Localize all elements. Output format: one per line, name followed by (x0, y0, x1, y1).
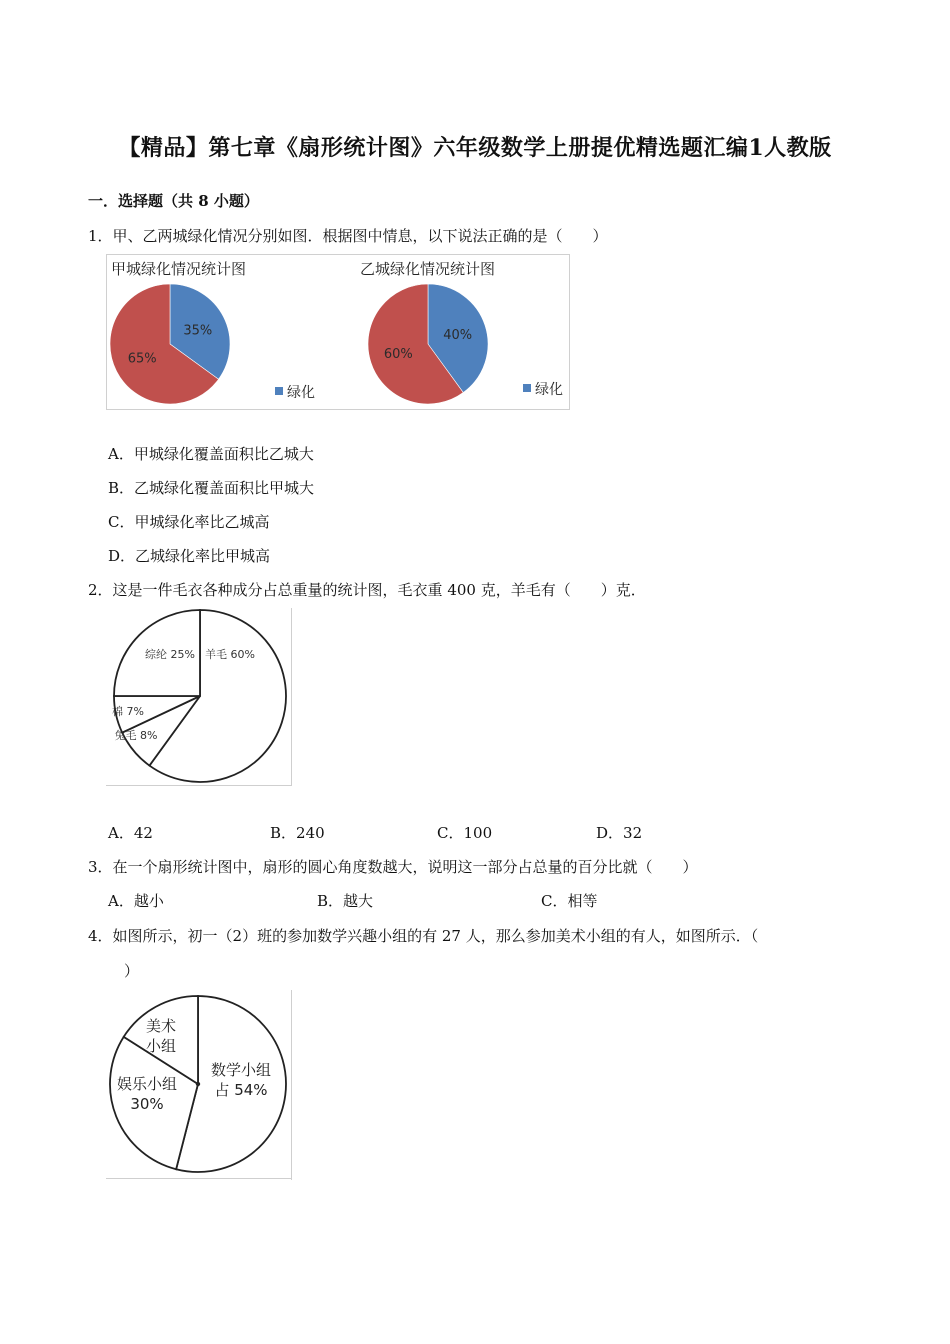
chart-2-legend-swatch (523, 384, 531, 392)
section-heading: 一．选择题（共 8 小题） (88, 192, 259, 210)
question-1-option-b[interactable]: B．乙城绿化覆盖面积比甲城大 (108, 479, 315, 497)
pie-label-3: 棉 7% (112, 704, 144, 718)
chart-2-title: 乙城绿化情况统计图 (360, 260, 496, 278)
pie-label-2-line-1: 娱乐小组 (116, 1075, 178, 1093)
pie-label-2-line-2: 30% (130, 1095, 164, 1113)
pie-chart-sweater (112, 610, 286, 782)
question-4-stem-continued: ） (124, 962, 140, 980)
pie-label-3-line-1: 美术 (145, 1017, 177, 1035)
pie-chart-groups (110, 996, 286, 1172)
question-2-option-b[interactable]: B．240 (270, 824, 325, 842)
pie-chart-yi (368, 284, 488, 404)
pie-label-1: 羊毛 60% (205, 647, 255, 661)
pie-label-1: 40% (443, 327, 473, 343)
pie-label-4: 综纶 25% (145, 647, 195, 661)
question-4-stem: 4．如图所示，初一（2）班的参加数学兴趣小组的有 27 人，那么参加美术小组的有人，如图所示．（ (88, 927, 759, 945)
question-4-figure (106, 990, 292, 1180)
page-title: 【精品】第七章《扇形统计图》六年级数学上册提优精选题汇编1人教版 (118, 135, 832, 161)
question-3-option-c[interactable]: C．相等 (541, 892, 598, 910)
pie-label-1: 35% (183, 323, 213, 339)
pie-label-2: 65% (127, 351, 157, 367)
question-2-option-a[interactable]: A．42 (108, 824, 153, 842)
question-2-option-d[interactable]: D．32 (596, 824, 643, 842)
chart-1-title: 甲城绿化情况统计图 (111, 260, 247, 278)
pie-label-2: 60% (383, 347, 413, 363)
chart-2-legend-label: 绿化 (535, 382, 563, 398)
chart-1-legend-label: 绿化 (287, 385, 315, 401)
question-1-option-a[interactable]: A．甲城绿化覆盖面积比乙城大 (108, 445, 314, 463)
question-1-figure (106, 254, 570, 410)
question-2-option-c[interactable]: C．100 (437, 824, 493, 842)
chart-1-legend-swatch (275, 387, 283, 395)
question-3-stem: 3．在一个扇形统计图中，扇形的圆心角度数越大，说明这一部分占总量的百分比就（ ） (88, 858, 698, 876)
pie-label-3-line-2: 小组 (145, 1037, 177, 1055)
pie-label-1-line-1: 数学小组 (210, 1061, 272, 1079)
pie-label-2: 兔毛 8% (114, 728, 158, 742)
pie-chart-jia (110, 284, 230, 404)
pie-label-1-line-2: 占 54% (214, 1081, 268, 1099)
question-2-figure (106, 608, 292, 786)
question-1-option-d[interactable]: D．乙城绿化率比甲城高 (108, 547, 271, 565)
question-1-option-c[interactable]: C．甲城绿化率比乙城高 (108, 513, 270, 531)
question-1-stem: 1．甲、乙两城绿化情况分别如图．根据图中情息，以下说法正确的是（ ） (88, 227, 608, 245)
question-3-option-a[interactable]: A．越小 (108, 892, 164, 910)
pie-center-dot (196, 1082, 200, 1086)
question-2-stem: 2．这是一件毛衣各种成分占总重量的统计图，毛衣重 400 克，羊毛有（ ）克． (88, 581, 646, 599)
question-3-option-b[interactable]: B．越大 (317, 892, 374, 910)
